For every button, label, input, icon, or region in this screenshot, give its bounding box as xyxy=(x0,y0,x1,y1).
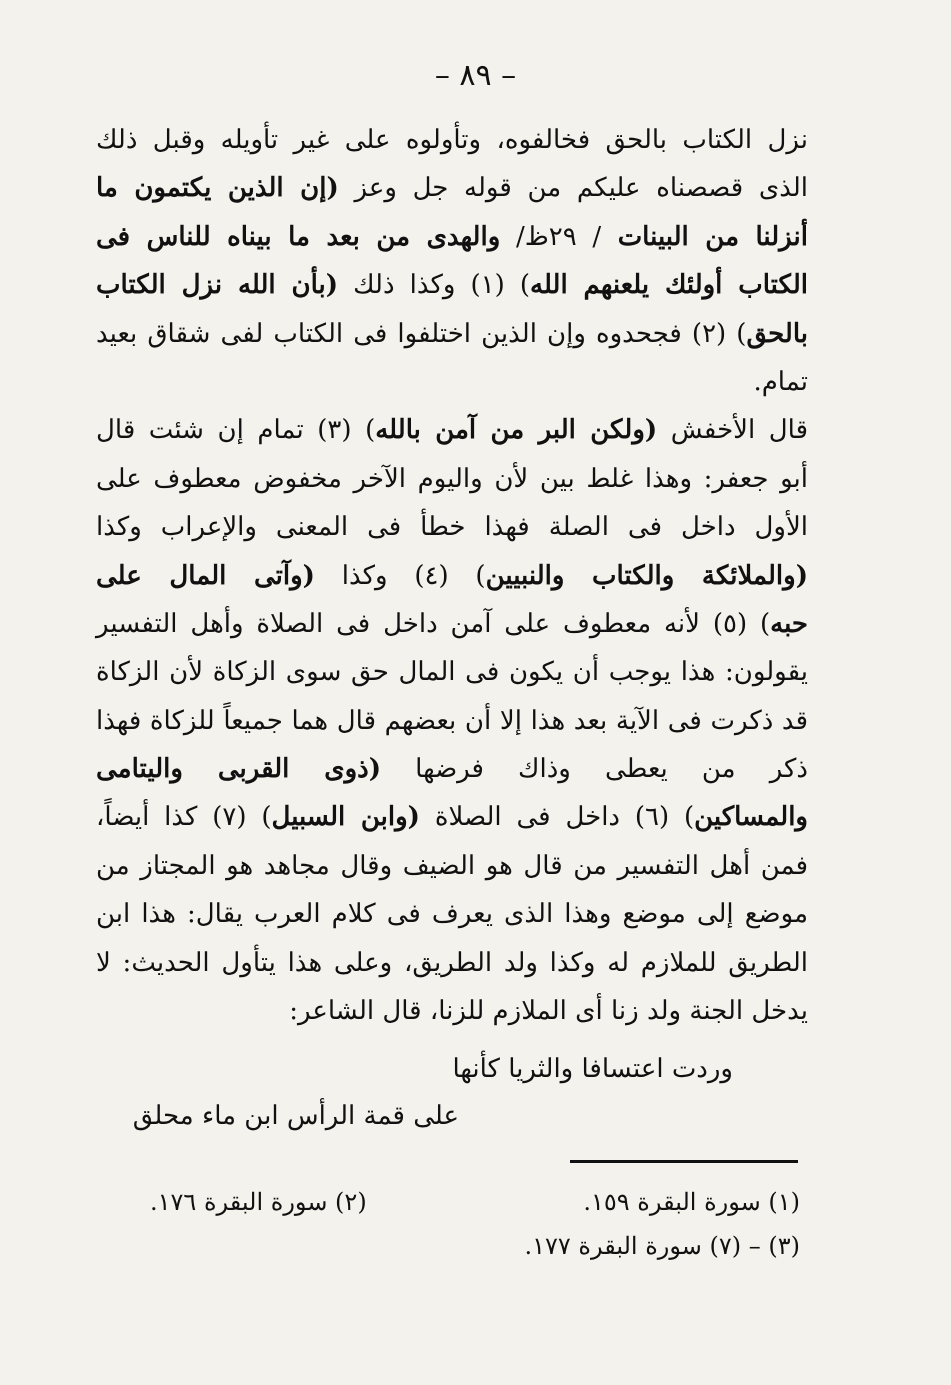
quran-quote: (ذوى القربى واليتامى xyxy=(96,754,382,785)
footnote-2: (٢) سورة البقرة ١٧٦. xyxy=(150,1188,367,1216)
page-number: – ٨٩ – xyxy=(434,58,517,93)
footnote-row xyxy=(150,1180,800,1224)
text-segment: ) (٤) وكذا xyxy=(314,560,486,591)
quran-quote: الكتاب أولئك يلعنهم الله xyxy=(530,270,809,301)
text-line xyxy=(96,842,808,890)
text-segment: تمام. xyxy=(753,366,808,397)
text-line xyxy=(96,697,808,745)
text-segment: قد ذكرت فى الآية بعد هذا إلا أن بعضهم قال هما جميعاً للزكاة فهذا xyxy=(96,705,808,736)
text-line xyxy=(96,116,808,164)
footnote-separator xyxy=(570,1160,798,1163)
text-line xyxy=(96,648,808,696)
text-segment: ) (٥) لأنه معطوف على آمن داخل فى الصلاة وأهل التفسير xyxy=(96,608,771,639)
text-segment: أبو جعفر: وهذا غلط بين لأن واليوم الآخر مخفوض معطوف على xyxy=(96,463,808,494)
text-line xyxy=(96,310,808,358)
text-segment: ) (١) وكذا ذلك xyxy=(338,270,530,301)
text-segment: فمن أهل التفسير من قال هو الضيف وقال مجاهد هو المجتاز من xyxy=(96,850,808,881)
verse-line-2: على قمة الرأس ابن ماء محلق xyxy=(132,1101,459,1131)
verse-line-1: وردت اعتسافا والثريا كأنها xyxy=(452,1054,733,1084)
quran-quote: (والملائكة والكتاب والنبيين xyxy=(485,560,808,591)
text-segment: نزل الكتاب بالحق فخالفوه، وتأولوه على غير تأويله وقبل ذلك xyxy=(96,125,808,155)
text-line xyxy=(96,358,808,406)
text-line xyxy=(96,213,808,261)
text-segment: يقولون: هذا يوجب أن يكون فى المال حق سوى الزكاة لأن الزكاة xyxy=(96,657,808,688)
text-line xyxy=(96,793,808,841)
footnotes xyxy=(150,1180,800,1268)
text-segment: يدخل الجنة ولد زنا أى الملازم للزنا، قال الشاعر: xyxy=(289,996,808,1027)
quran-quote: (إن الذين يكتمون ما xyxy=(96,173,339,204)
quran-quote: (وابن السبيل xyxy=(271,802,420,833)
body-text xyxy=(96,116,808,1035)
text-line xyxy=(96,406,808,454)
text-segment: ) (٣) تمام إن شئت قال xyxy=(96,415,376,446)
text-segment: ذكر من يعطى وذاك فرضها xyxy=(381,754,808,785)
text-segment: الطريق للملازم له وكذا ولد الطريق، وعلى هذا يتأول الحديث: لا xyxy=(96,947,808,978)
footnote-3-7: (٣) – (٧) سورة البقرة ١٧٧. xyxy=(524,1232,800,1260)
text-segment: ) (٢) فجحدوه وإن الذين اختلفوا فى الكتاب لفى شقاق بعيد xyxy=(96,318,747,349)
quran-quote: (وآتى المال على xyxy=(96,560,315,591)
quran-quote: (ولكن البر من آمن بالله xyxy=(375,415,658,446)
text-line xyxy=(96,600,808,648)
text-line xyxy=(96,552,808,600)
text-line xyxy=(96,261,808,309)
footnote-1: (١) سورة البقرة ١٥٩. xyxy=(583,1188,800,1216)
text-segment: موضع إلى موضع وهذا الذى يعرف فى كلام العرب يقال: هذا ابن xyxy=(96,899,808,930)
quran-quote: بالحق xyxy=(746,318,808,349)
footnote-row xyxy=(150,1224,800,1268)
text-line xyxy=(96,164,808,212)
text-segment: الذى قصصناه عليكم من قوله جل وعز xyxy=(338,173,808,204)
text-segment: الأول داخل فى الصلة فهذا خطأ فى المعنى والإعراب وكذا xyxy=(96,512,808,543)
text-line xyxy=(96,890,808,938)
text-segment: ) (٦) داخل فى الصلاة xyxy=(419,802,695,833)
text-line xyxy=(96,503,808,551)
quran-quote: (بأن الله نزل الكتاب xyxy=(96,270,339,301)
quran-quote: أنزلنا من البينات xyxy=(601,221,808,252)
text-line xyxy=(96,987,808,1035)
text-line xyxy=(96,455,808,503)
text-segment: ) (٧) كذا أيضاً، xyxy=(96,802,272,833)
quran-quote: والهدى من بعد ما بيناه للناس فى xyxy=(96,221,501,252)
text-line xyxy=(96,745,808,793)
quran-quote: حبه xyxy=(770,608,808,639)
text-line xyxy=(96,939,808,987)
text-segment: قال الأخفش xyxy=(657,415,808,446)
quran-quote: والمساكين xyxy=(694,802,808,833)
text-segment: / ٢٩ظ/ xyxy=(500,221,602,252)
